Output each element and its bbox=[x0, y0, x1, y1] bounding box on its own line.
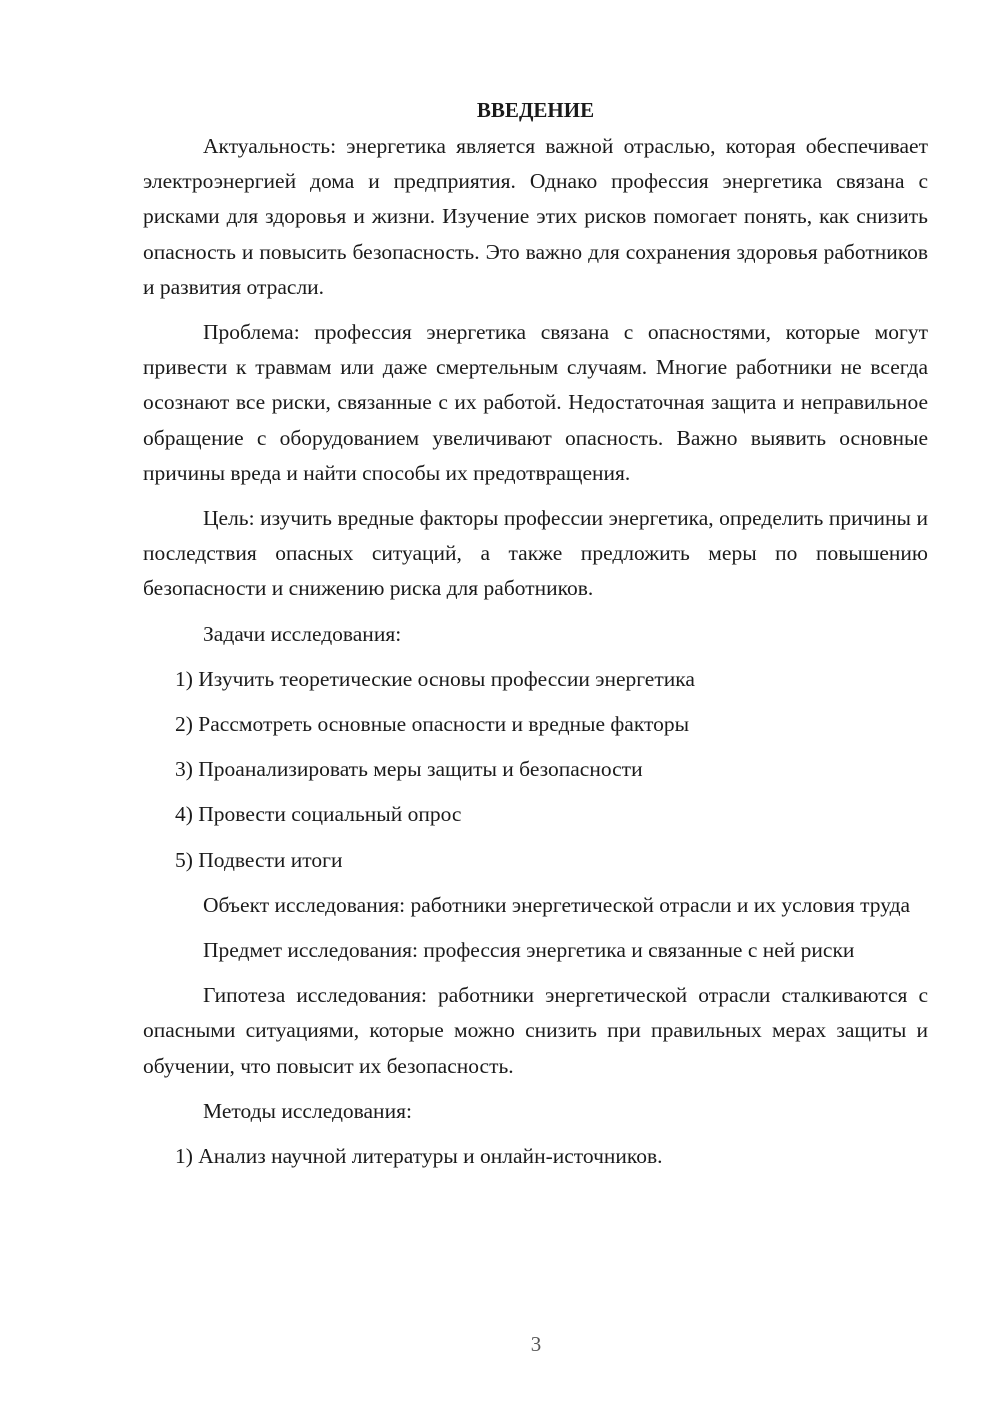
tasks-heading: Задачи исследования: bbox=[203, 621, 402, 646]
goal-paragraph: Цель: изучить вредные факторы профессии энергетика, определить причины и последствия опасных ситуаций, а также предложить меры по повышению безопасности и снижению риска для работников. bbox=[143, 506, 928, 601]
hypothesis-paragraph: Гипотеза исследования: работники энергетической отрасли сталкиваются с опасными ситуациями, которые можно снизить при правильных мерах защиты и обучении, что повысит их безопасность. bbox=[143, 983, 928, 1078]
list-item: 1) Изучить теоретические основы профессии энергетика bbox=[175, 666, 695, 691]
list-item: 3) Проанализировать меры защиты и безопасности bbox=[175, 757, 643, 782]
list-item: 4) Провести социальный опрос bbox=[175, 802, 462, 827]
list-item: 2) Рассмотреть основные опасности и вредные факторы bbox=[175, 712, 690, 737]
subject-paragraph: Предмет исследования: профессия энергетика и связанные с ней риски bbox=[203, 938, 855, 963]
document-page bbox=[143, 93, 928, 1184]
tasks-list bbox=[143, 662, 928, 878]
problem-paragraph: Проблема: профессия энергетика связана с опасностями, которые могут привести к травмам или даже смертельным случаям. Многие работники не всегда осознают все риски, связанные с их работой. Недостаточная защита и неправильное обращение с оборудованием увеличивают опасность. Важно выявить основные причины вреда и найти способы их предотвращения. bbox=[143, 320, 928, 485]
page-number: 3 bbox=[530, 1332, 542, 1356]
list-item: 1) Анализ научной литературы и онлайн-источников. bbox=[175, 1144, 663, 1169]
object-paragraph: Объект исследования: работники энергетической отрасли и их условия труда bbox=[203, 892, 911, 917]
page-title: ВВЕДЕНИЕ bbox=[476, 98, 595, 122]
methods-list bbox=[143, 1139, 928, 1174]
relevance-paragraph: Актуальность: энергетика является важной отраслью, которая обеспечивает электроэнергией дома и предприятия. Однако профессия энергетика связана с рисками для здоровья и жизни. Изучение этих рисков помогает понять, как снизить опасность и повысить безопасность. Это важно для сохранения здоровья работников и развития отрасли. bbox=[143, 134, 928, 299]
list-item: 5) Подвести итоги bbox=[175, 847, 343, 872]
methods-heading: Методы исследования: bbox=[203, 1098, 412, 1123]
